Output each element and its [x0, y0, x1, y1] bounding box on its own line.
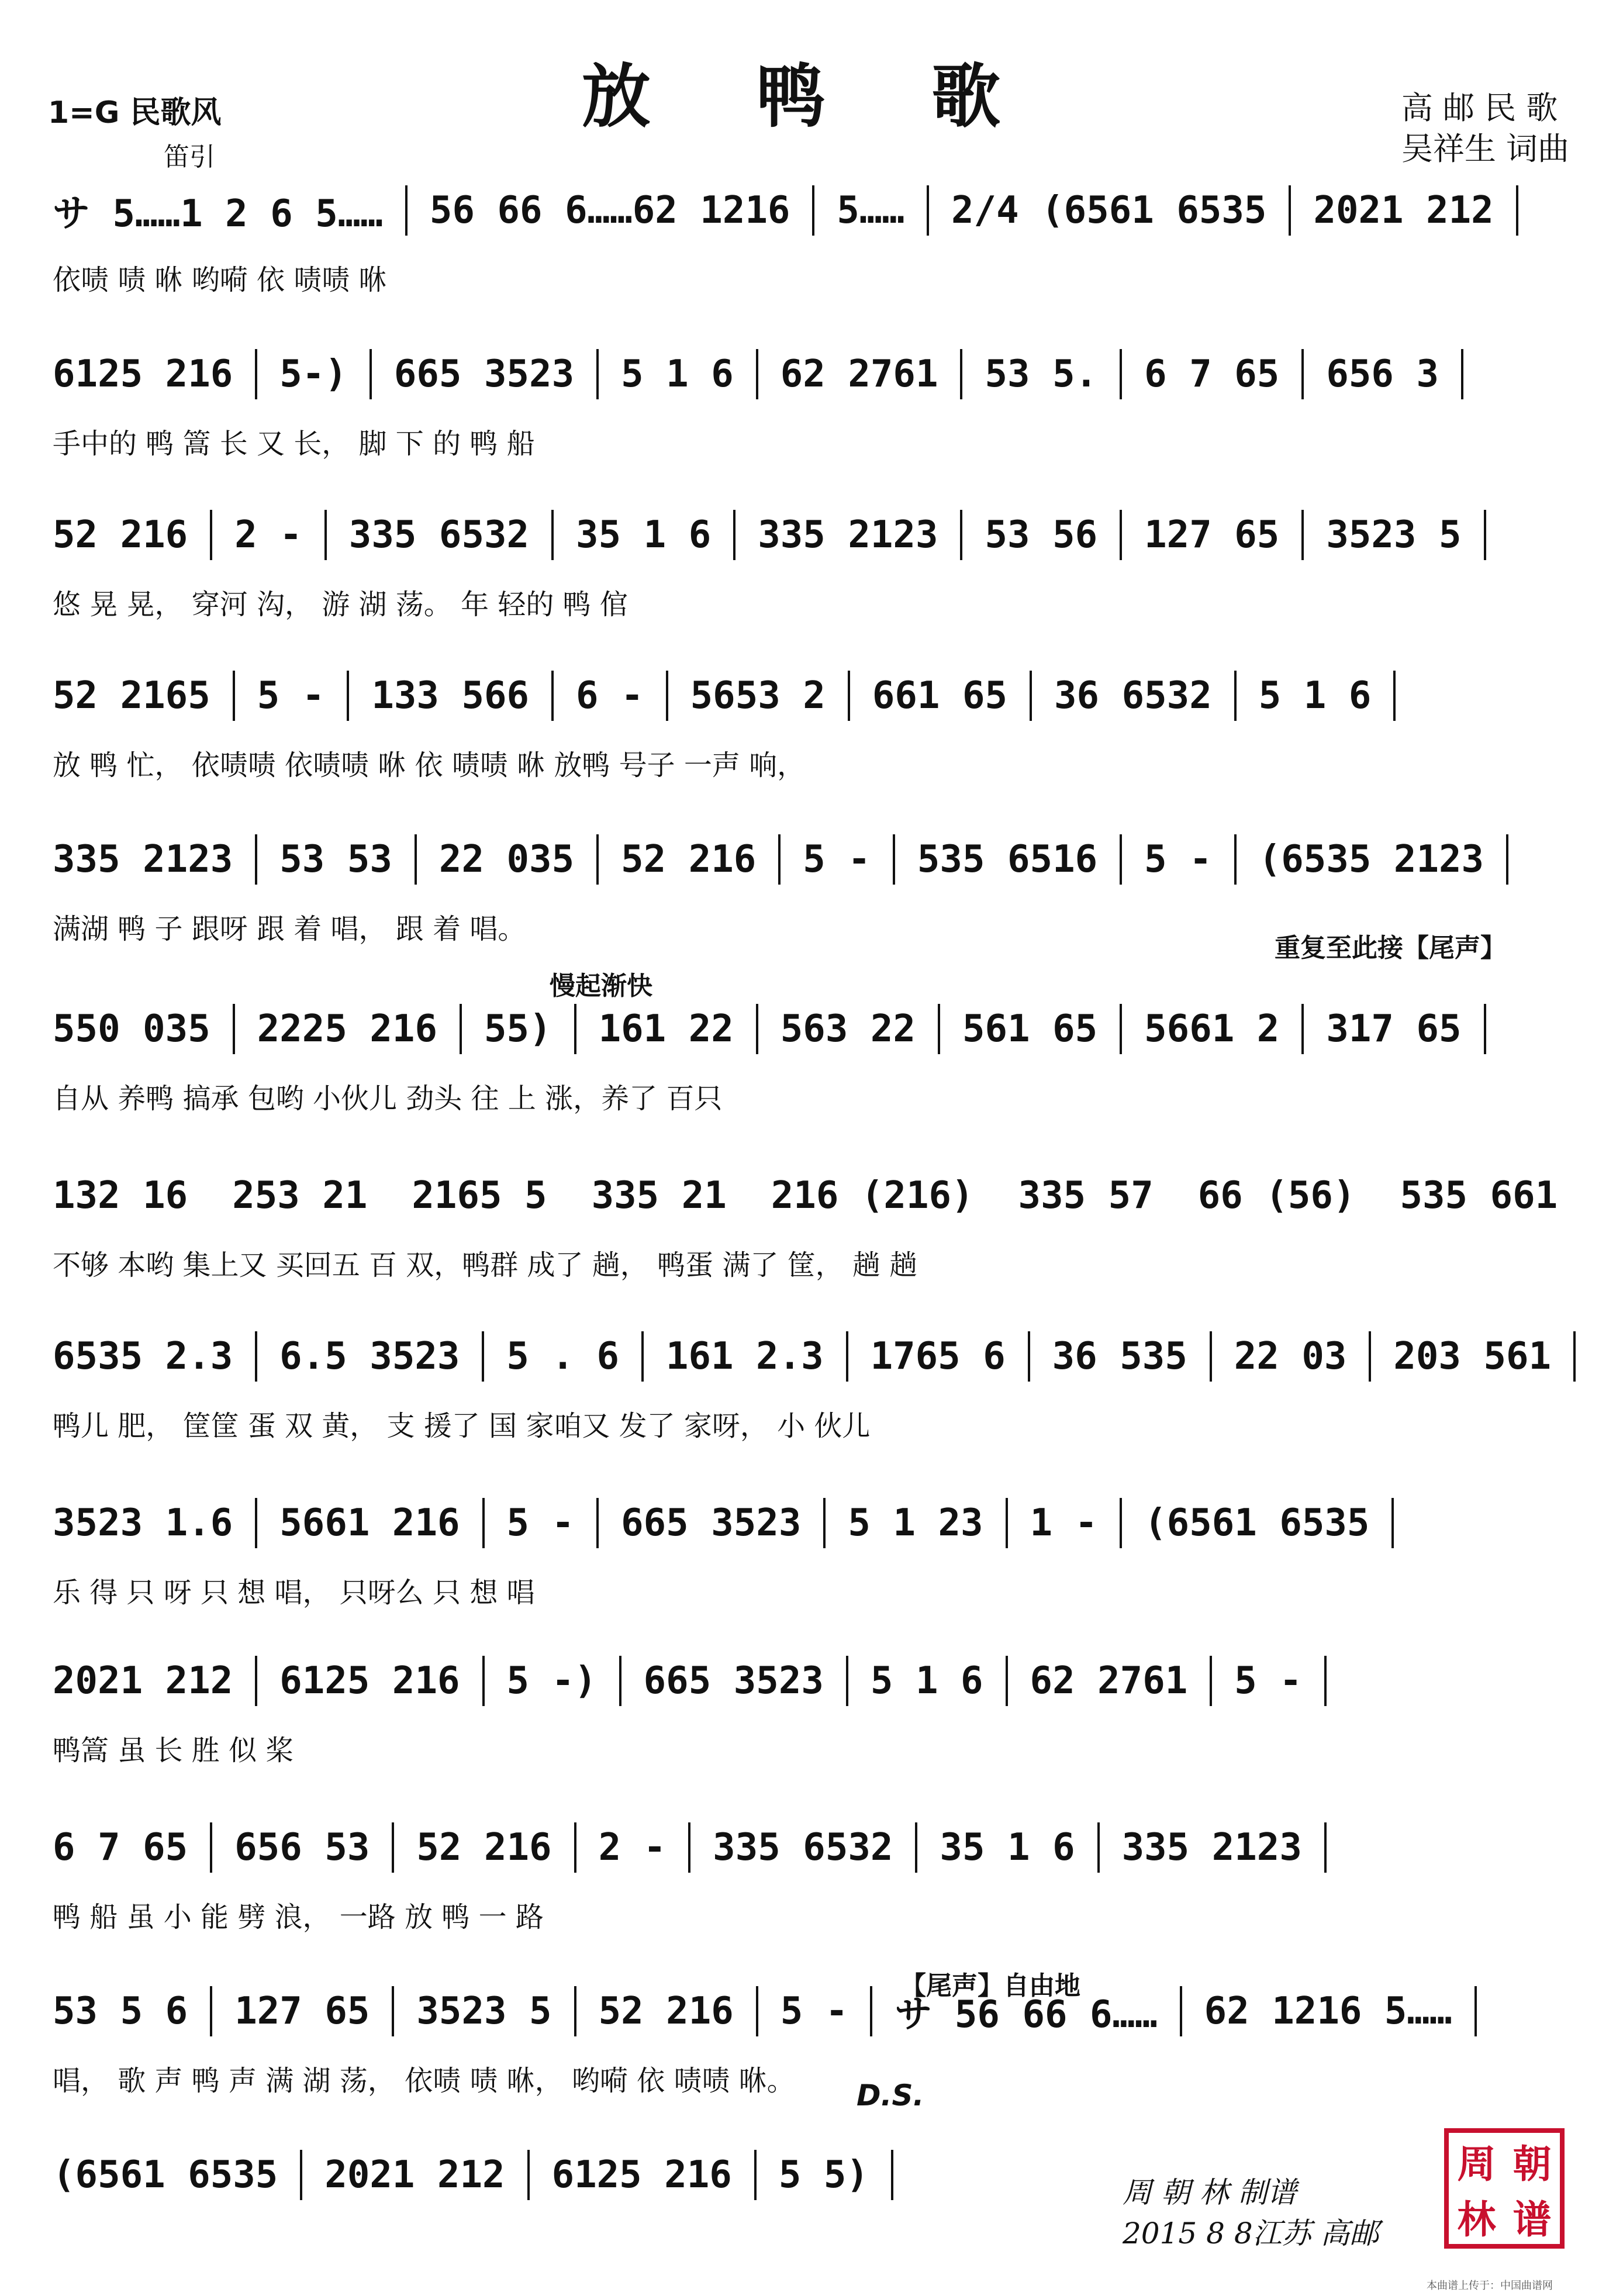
measure: 2021 212: [53, 1659, 233, 1703]
measure: 22 035: [438, 838, 575, 881]
measure: 535 6516: [917, 838, 1098, 881]
measure: 5 -): [506, 1659, 597, 1703]
barline: [1180, 1986, 1182, 2036]
measure: 5 -: [780, 1990, 848, 2033]
barline: [1234, 834, 1237, 885]
measure: 5 1 6: [870, 1659, 983, 1703]
measure: 56 66 6……62 1216: [429, 189, 790, 232]
barline: [415, 834, 417, 885]
lyrics-row: 依啧 啧 咻 哟嗬 依 啧啧 咻: [53, 264, 387, 296]
barline: [1097, 1822, 1100, 1873]
measure: 2 -: [234, 513, 302, 557]
measure: 22 03: [1234, 1335, 1347, 1378]
barline: [324, 510, 327, 560]
measure: 656 3: [1326, 353, 1439, 396]
barline: [848, 671, 850, 721]
tempo-annotation: 慢起渐快: [550, 971, 652, 1001]
barline: [1393, 671, 1396, 721]
measure: 335 2123: [53, 838, 233, 881]
footer-line-1: 周 朝 林 制谱: [1123, 2176, 1297, 2209]
barline: [1301, 1004, 1304, 1054]
notes-row: [53, 339, 1576, 409]
barline: [210, 1822, 212, 1873]
score-line: [53, 1812, 1576, 1953]
barline: [482, 1498, 485, 1548]
barline: [255, 834, 257, 885]
measure: サ 56 66 6……: [895, 1993, 1158, 2036]
seal-char: 周: [1457, 2141, 1496, 2187]
measure: (6561 6535: [53, 2153, 278, 2197]
measure: 335 6532: [348, 513, 530, 557]
barline: [1210, 1331, 1212, 1382]
measure: 2225 216: [257, 1007, 437, 1051]
upload-credit: 本曲谱上传于：中国曲谱网: [1427, 2280, 1553, 2292]
measure: 665 3523: [393, 353, 575, 396]
measure: 5 -: [803, 838, 871, 881]
barline: [1210, 1656, 1212, 1706]
measure: 52 216: [621, 838, 757, 881]
measure: 6535 2.3: [53, 1335, 233, 1378]
barline: [1120, 349, 1122, 399]
barline: [1301, 349, 1304, 399]
measure: 561 65: [962, 1007, 1098, 1051]
score-line: [53, 1161, 1576, 1301]
lyrics-row: 手中的 鸭 篙 长 又 长， 脚 下 的 鸭 船: [53, 427, 535, 460]
barline: [927, 185, 929, 236]
lyrics-row: 乐 得 只 呀 只 想 唱， 只呀么 只 想 唱: [53, 1576, 535, 1609]
measure: 5 -: [506, 1501, 575, 1545]
measure: 161 22: [598, 1007, 734, 1051]
lyrics-row: 悠 晃 晃， 穿河 沟， 游 湖 荡。 年 轻的 鸭 倌: [53, 588, 628, 621]
measure: 5 . 6: [506, 1335, 619, 1378]
barline: [756, 1986, 758, 2036]
barline: [960, 349, 962, 399]
measure: 563 22: [780, 1007, 916, 1051]
notes-row: [53, 661, 1576, 731]
barline: [1324, 1656, 1327, 1706]
barline: [666, 671, 668, 721]
barline: [460, 1004, 462, 1054]
measure: 550 035: [53, 1007, 210, 1051]
measure: 661 65: [872, 674, 1007, 717]
barline: [1120, 834, 1122, 885]
measure: 5 1 23: [848, 1501, 983, 1545]
measure: 66 (56): [1197, 1174, 1356, 1217]
measure: サ 5……1 2 6 5……: [53, 192, 383, 236]
barline: [1028, 1331, 1030, 1382]
source-line: 高 邮 民 歌: [1401, 89, 1558, 126]
barline: [596, 834, 599, 885]
measure: 335 2123: [1121, 1826, 1302, 1869]
score-line: [53, 1646, 1576, 1786]
measure: 35 1 6: [940, 1826, 1075, 1869]
score-line: [53, 994, 1576, 1134]
measure: 5661 216: [279, 1501, 460, 1545]
measure: 6 7 65: [53, 1826, 188, 1869]
measure: 665 3523: [643, 1659, 824, 1703]
measure: 132 16: [53, 1174, 188, 1217]
notes-row: [53, 1161, 1576, 1231]
measure: 53 5.: [985, 353, 1098, 396]
flute-intro-label: 笛引: [164, 142, 215, 172]
barline: [255, 1656, 257, 1706]
lyrics-row: 自从 养鸭 搞承 包哟 小伙儿 劲头 往 上 涨，养了 百只: [53, 1082, 723, 1115]
measure: 2/4 (6561 6535: [951, 189, 1267, 232]
barline: [688, 1822, 690, 1873]
measure: 335 57: [1018, 1174, 1154, 1217]
lyrics-row: 鸭儿 肥， 筐筐 蛋 双 黄， 支 援了 国 家咱又 发了 家呀， 小 伙儿: [53, 1410, 871, 1442]
measure: 3523 1.6: [53, 1501, 233, 1545]
key-signature: 1=G 民歌风: [48, 95, 222, 130]
measure: 52 216: [598, 1990, 734, 2033]
measure: 6125 216: [279, 1659, 460, 1703]
measure: 62 1216 5……: [1204, 1990, 1452, 2033]
barline: [1484, 1004, 1486, 1054]
barline: [1120, 510, 1122, 560]
source-credit: [1401, 88, 1569, 170]
measure: 5 5): [778, 2153, 869, 2197]
lyrics-row: 不够 本哟 集上又 买回五 百 双，鸭群 成了 趟， 鸭蛋 满了 筐， 趟 趟: [53, 1249, 918, 1282]
measure: 2165 5: [412, 1174, 547, 1217]
repeat-annotation: 重复至此接【尾声】: [1275, 933, 1506, 963]
score-line: [53, 1321, 1576, 1462]
barline: [893, 834, 895, 885]
barline: [574, 1004, 576, 1054]
barline: [891, 2150, 893, 2200]
barline: [1120, 1004, 1122, 1054]
barline: [255, 1331, 257, 1382]
seal-stamp: [1444, 2128, 1565, 2249]
barline: [596, 1498, 599, 1548]
footer-line-2: 2015 8 8江苏 高邮: [1123, 2216, 1379, 2250]
measure: 35 1 6: [576, 513, 712, 557]
measure: 216 (216): [771, 1174, 974, 1217]
measure: 5 -: [1234, 1659, 1302, 1703]
notes-row: [53, 824, 1576, 895]
notes-row: [53, 175, 1576, 246]
barline: [392, 1986, 394, 2036]
barline: [641, 1331, 644, 1382]
measure: 6 -: [576, 674, 644, 717]
barline: [551, 510, 554, 560]
notes-row: [53, 1976, 1576, 2046]
notes-row: [53, 1646, 1576, 1716]
measure: 36 535: [1052, 1335, 1187, 1378]
barline: [823, 1498, 826, 1548]
measure: 253 21: [232, 1174, 368, 1217]
barline: [1516, 185, 1518, 236]
barline: [233, 671, 235, 721]
measure: 53 56: [985, 513, 1098, 557]
measure: 3523 5: [416, 1990, 552, 2033]
barline: [527, 2150, 530, 2200]
barline: [1324, 1822, 1327, 1873]
barline: [482, 1656, 485, 1706]
barline: [1006, 1656, 1008, 1706]
barline: [300, 2150, 302, 2200]
barline: [233, 1004, 235, 1054]
lyrics-row: 唱， 歌 声 鸭 声 满 湖 荡， 依啧 啧 咻， 哟嗬 依 啧啧 咻。: [53, 2064, 795, 2097]
notes-row: [53, 1488, 1576, 1558]
measure: 127 65: [1144, 513, 1280, 557]
barline: [596, 349, 599, 399]
barline: [1474, 1986, 1477, 2036]
lyrics-row: 放 鸭 忙， 依啧啧 依啧啧 咻 依 啧啧 咻 放鸭 号子 一声 响，: [53, 749, 806, 782]
barline: [551, 671, 554, 721]
measure: 5 1 6: [621, 353, 734, 396]
lyrics-row: 鸭篙 虽 长 胜 似 桨: [53, 1734, 294, 1767]
measure: 6125 216: [551, 2153, 732, 2197]
barline: [756, 349, 758, 399]
barline: [392, 1822, 394, 1873]
measure: 62 2761: [780, 353, 938, 396]
measure: 3523 5: [1326, 513, 1462, 557]
barline: [1573, 1331, 1576, 1382]
barline: [812, 185, 814, 236]
seal-char: 谱: [1513, 2197, 1552, 2242]
notes-row: [53, 1321, 1576, 1392]
measure: 127 65: [234, 1990, 370, 2033]
barline: [405, 185, 408, 236]
song-title: 放 鸭 歌: [581, 56, 1042, 137]
measure: 161 2.3: [665, 1335, 824, 1378]
barline: [754, 2150, 757, 2200]
score-line: [53, 1488, 1576, 1628]
barline: [756, 1004, 758, 1054]
barline: [1120, 1498, 1122, 1548]
measure: 6 7 65: [1144, 353, 1280, 396]
barline: [1289, 185, 1291, 236]
barline: [482, 1331, 484, 1382]
barline: [1234, 671, 1237, 721]
score-line: [53, 500, 1576, 640]
barline: [574, 1822, 576, 1873]
measure: 52 2165: [53, 674, 210, 717]
barline: [1391, 1498, 1394, 1548]
barline: [210, 510, 212, 560]
score-line: [53, 339, 1576, 479]
measure: 335 6532: [713, 1826, 893, 1869]
notes-row: [53, 1812, 1576, 1883]
measure: 52 216: [53, 513, 188, 557]
score-line: [53, 175, 1576, 316]
measure: 656 53: [234, 1826, 370, 1869]
barline: [1369, 1331, 1371, 1382]
measure: 317 65: [1326, 1007, 1462, 1051]
barline: [938, 1004, 940, 1054]
measure: 5661 2: [1144, 1007, 1280, 1051]
score-line: [53, 661, 1576, 801]
measure: 5-): [279, 353, 347, 396]
barline: [1506, 834, 1508, 885]
measure: 133 566: [371, 674, 530, 717]
measure: 2 -: [598, 1826, 667, 1869]
lyrics-row: 满湖 鸭 子 跟呀 跟 着 唱， 跟 着 唱。: [53, 913, 526, 945]
notes-row: [53, 500, 1576, 570]
measure: 1 -: [1030, 1501, 1098, 1545]
barline: [574, 1986, 576, 2036]
measure: 2021 212: [324, 2153, 505, 2197]
measure: 335 2123: [758, 513, 938, 557]
coda-annotation: 【尾声】自由地: [900, 1971, 1080, 2001]
barline: [1030, 671, 1032, 721]
measure: 2021 212: [1313, 189, 1494, 232]
measure: 36 6532: [1054, 674, 1212, 717]
measure: 1765 6: [870, 1335, 1006, 1378]
footer-credit: [1123, 2172, 1379, 2254]
measure: 6.5 3523: [279, 1335, 460, 1378]
barline: [210, 1986, 212, 2036]
measure: 5 1 6: [1258, 674, 1372, 717]
barline: [1006, 1498, 1008, 1548]
barline: [846, 1331, 848, 1382]
measure: 335 21: [591, 1174, 727, 1217]
measure: 665 3523: [621, 1501, 802, 1545]
measure: 535 661: [1400, 1174, 1558, 1217]
measure: (6535 2123: [1258, 838, 1484, 881]
measure: 5 -: [1144, 838, 1212, 881]
barline: [846, 1656, 848, 1706]
barline: [1301, 510, 1304, 560]
barline: [960, 510, 962, 560]
barline: [619, 1656, 621, 1706]
measure: (6561 6535: [1144, 1501, 1370, 1545]
measure: 53 53: [279, 838, 392, 881]
barline: [915, 1822, 917, 1873]
measure: 5 -: [257, 674, 325, 717]
measure: 5653 2: [690, 674, 826, 717]
barline: [778, 834, 781, 885]
lyrics-row: 鸭 船 虽 小 能 劈 浪， 一路 放 鸭 一 路: [53, 1901, 544, 1934]
measure: 5……: [837, 189, 904, 232]
measure: 62 2761: [1030, 1659, 1188, 1703]
measure: 203 561: [1393, 1335, 1552, 1378]
barline: [1461, 349, 1463, 399]
barline: [1484, 510, 1486, 560]
measure: 53 5 6: [53, 1990, 188, 2033]
notes-row: [53, 994, 1576, 1064]
barline: [347, 671, 349, 721]
ds-mark: D.S.: [857, 2079, 924, 2112]
score-line: [53, 1976, 1576, 2117]
barline: [733, 510, 735, 560]
barline: [370, 349, 372, 399]
seal-char: 林: [1457, 2197, 1496, 2242]
measure: 52 216: [416, 1826, 552, 1869]
composer-line: 吴祥生 词曲: [1401, 130, 1569, 167]
barline: [255, 349, 257, 399]
seal-char: 朝: [1513, 2141, 1552, 2187]
measure: 55): [484, 1007, 552, 1051]
barline: [870, 1986, 872, 2036]
barline: [255, 1498, 257, 1548]
measure: 6125 216: [53, 353, 233, 396]
